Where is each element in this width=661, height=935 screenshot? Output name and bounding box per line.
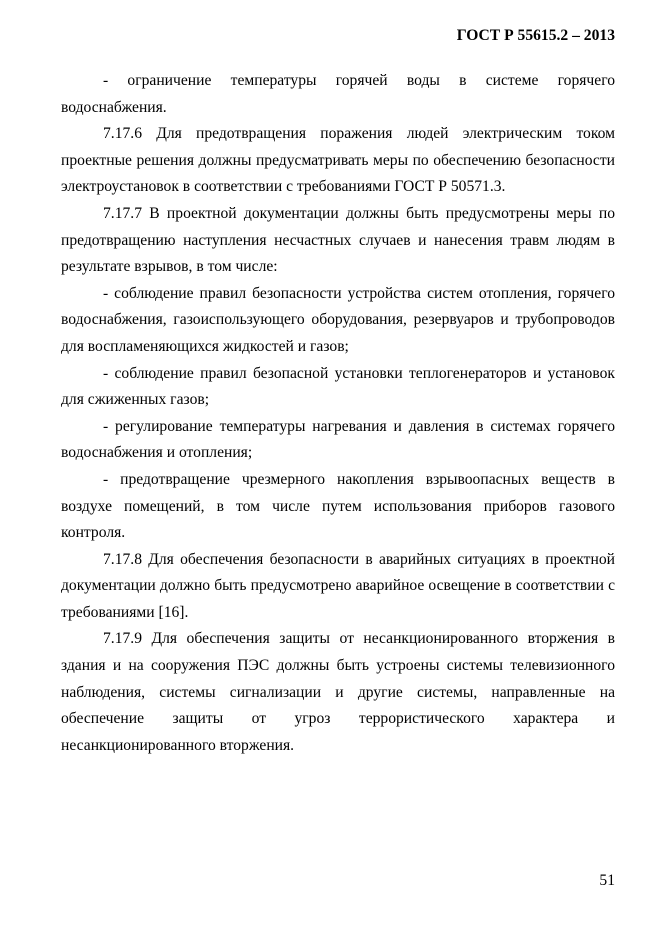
paragraph-7-17-9: 7.17.9 Для обеспечения защиты от несанкционированного вторжения в здания и на сооружения ПЭС должны быть устроены системы телевизионного наблюдения, системы сигнализации и другие системы, направленные на обеспечение защиты от угроз террористического характера и [61,630,615,728]
document-header-id: ГОСТ Р 55615.2 – 2013 [456,27,615,44]
list-item-gas-control: - предотвращение чрезмерного накопления взрывоопасных веществ в воздухе помещений, в том числе путем использования приборов газового контроля. [61,470,615,542]
paragraph-7-17-6: 7.17.6 Для предотвращения поражения людей электрическим током проектные решения должны предусматривать меры по обеспечению безопасности электроустановок в соответствии с требованиями ГОСТ Р 50571.3. [61,125,615,196]
paragraph-7-17-8: 7.17.8 Для обеспечения безопасности в аварийных ситуациях в проектной документации должно быть предусмотрено аварийное освещение в соответствии с требованиями [16]. [61,550,615,621]
paragraph-7-17-7: 7.17.7 В проектной документации должны быть предусмотрены меры по предотвращению наступления несчастных случаев и нанесения травм людям в результате взрывов, в том числе: [61,204,615,276]
list-item-temperature-regulation: - регулирование температуры нагревания и давления в системах горячего водоснабжения и отопления; [61,417,615,462]
list-item-heating-safety: - соблюдение правил безопасности устройства систем отопления, горячего водоснабжения, газоиспользующего оборудования, резервуаров и трубопроводов для воспламеняющихся жидкостей и газов; [61,284,615,355]
paragraph-7-17-9-end: несанкционированного вторжения. [61,736,295,754]
list-item-heat-generators: - соблюдение правил безопасной установки теплогенераторов и установок для сжиженных газов; [61,364,615,409]
paragraph-hot-water-limit: - ограничение температуры горячей воды в системе горячего водоснабжения. [61,72,615,116]
document-body [61,68,615,759]
page-number: 51 [599,872,615,889]
